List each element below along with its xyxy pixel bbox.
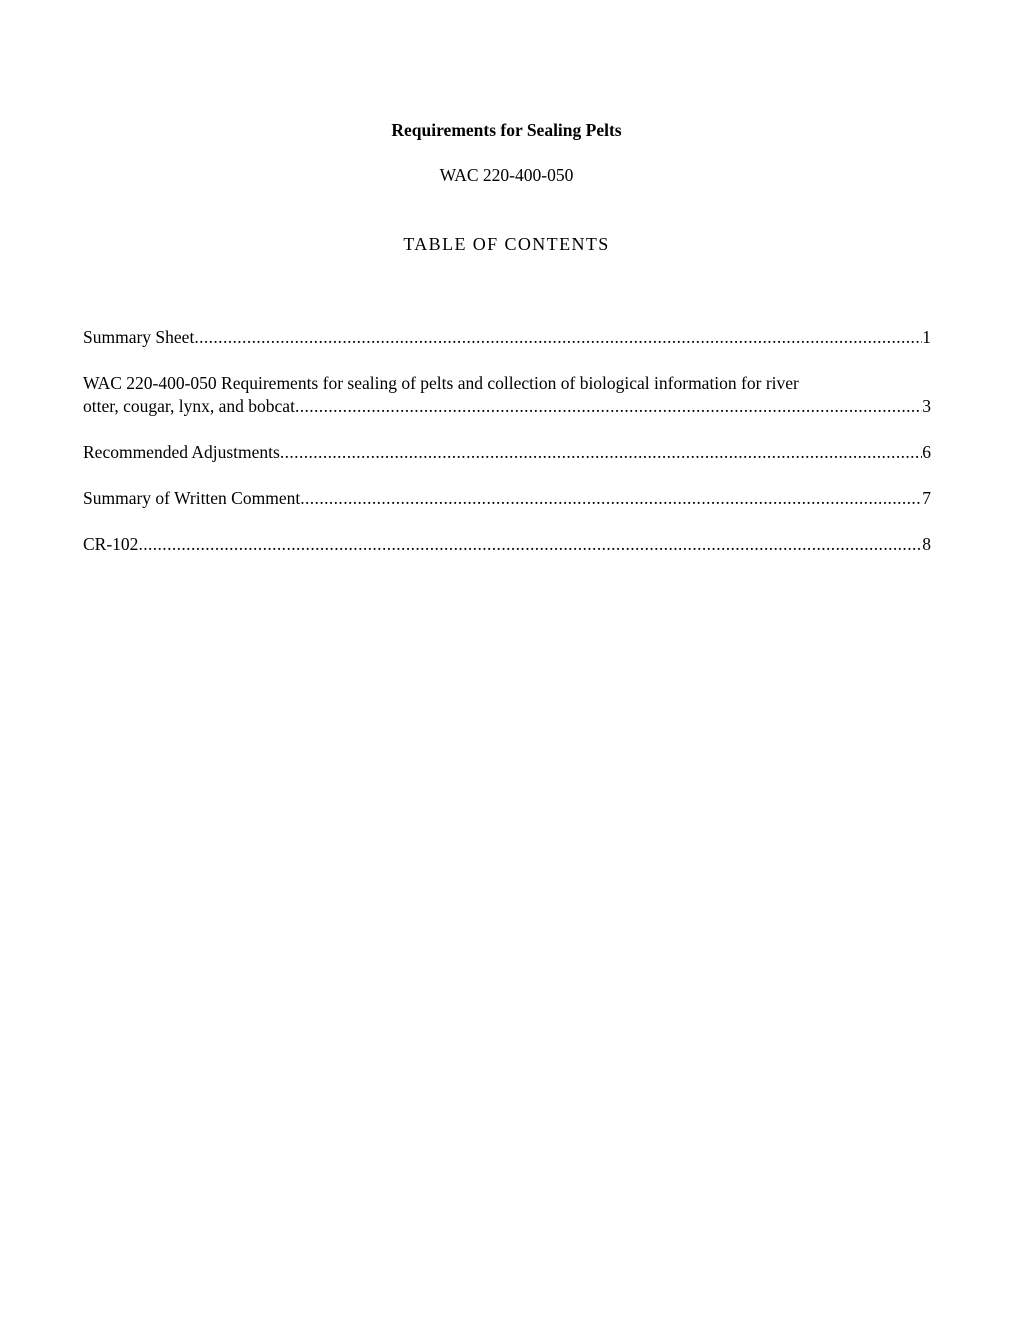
document-title: Requirements for Sealing Pelts	[391, 120, 622, 140]
toc-entry-cr-102[interactable]	[83, 533, 931, 556]
toc-entry-title: Recommended Adjustments	[83, 442, 280, 462]
toc-entry-title: Summary Sheet	[83, 327, 195, 347]
table-of-contents	[83, 326, 931, 556]
toc-entry-page: 8	[922, 534, 931, 554]
toc-entry-title-line2: otter, cougar, lynx, and bobcat	[83, 396, 295, 416]
dot-leader	[138, 533, 922, 556]
toc-entry-recommended-adjustments[interactable]	[83, 441, 931, 464]
toc-entry-title: CR-102	[83, 534, 139, 554]
toc-entry-page: 6	[922, 442, 931, 462]
toc-entry-title: Summary of Written Comment	[83, 488, 301, 508]
dot-leader	[300, 487, 922, 510]
toc-entry-summary-of-written-comment[interactable]	[83, 487, 931, 510]
toc-entry-wac-220-400-050[interactable]	[83, 372, 931, 418]
toc-entry-page: 7	[922, 488, 931, 508]
toc-entry-summary-sheet[interactable]	[83, 326, 931, 349]
toc-entry-page: 1	[922, 327, 931, 347]
toc-entry-page: 3	[922, 396, 931, 416]
toc-heading: TABLE OF CONTENTS	[403, 234, 610, 254]
dot-leader	[280, 441, 922, 464]
dot-leader	[194, 326, 922, 349]
document-subtitle: WAC 220-400-050	[439, 165, 574, 185]
toc-entry-title-line1: WAC 220-400-050 Requirements for sealing of pelts and collection of biological information for river	[83, 373, 799, 393]
dot-leader	[295, 395, 922, 418]
